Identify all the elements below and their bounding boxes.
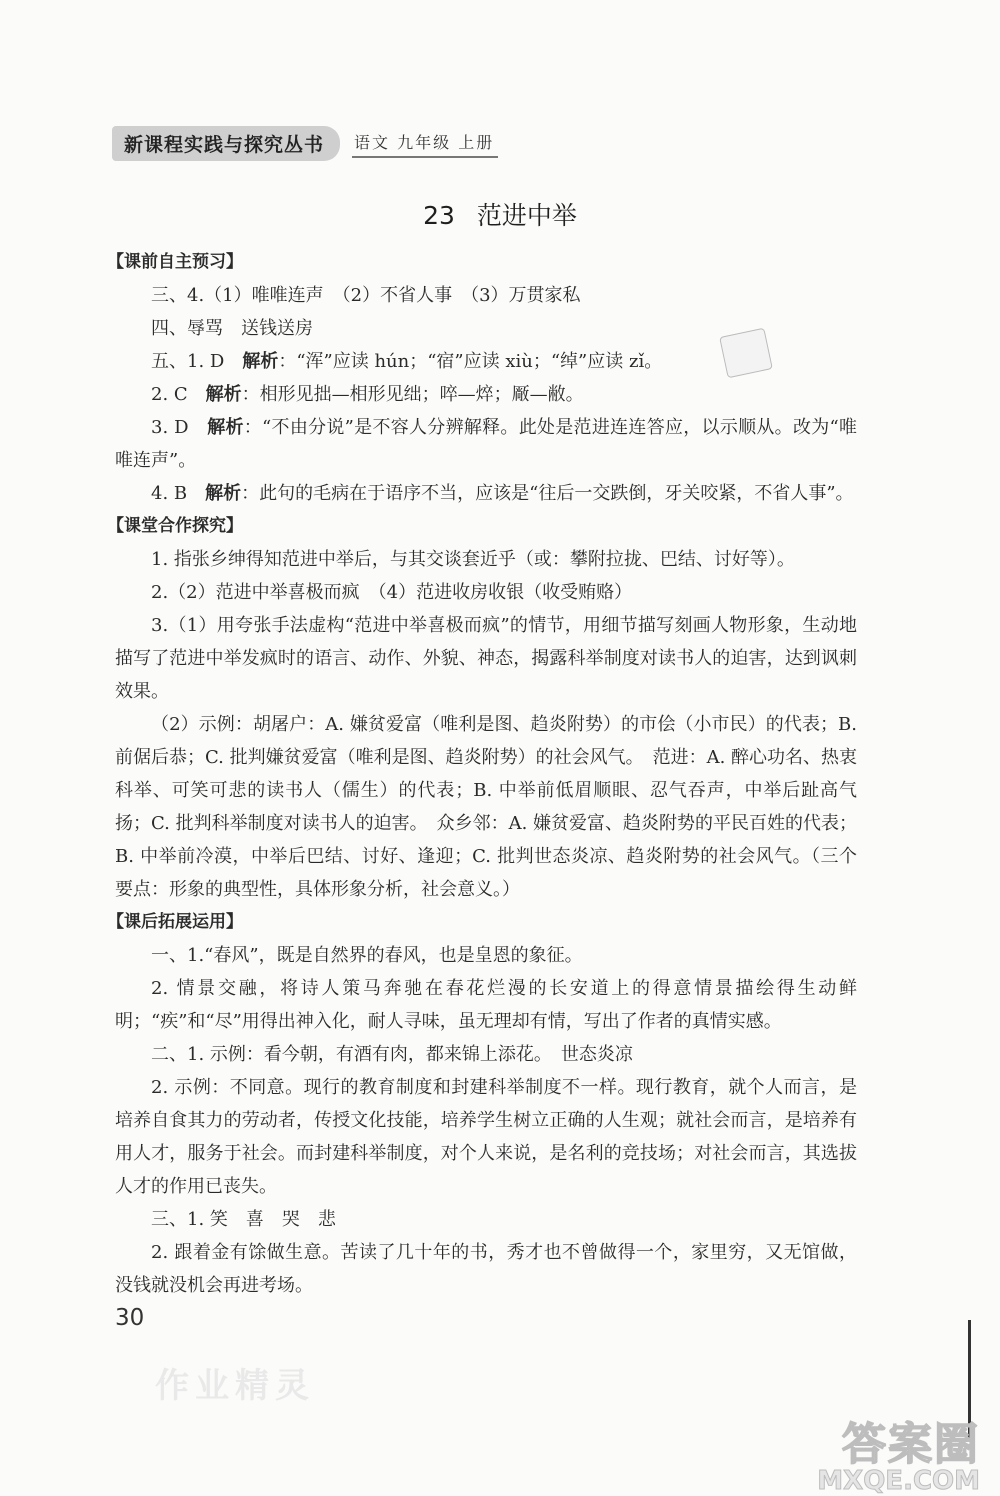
logo-main-text: 答案圈 xyxy=(842,1419,980,1470)
series-title: 新课程实践与探究丛书 xyxy=(112,126,340,161)
lesson-title xyxy=(0,196,1000,232)
item-number: 4. B xyxy=(151,483,206,504)
analysis-label: 解析 xyxy=(205,483,242,504)
lesson-number: 23 xyxy=(423,201,455,230)
analysis-label: 解析 xyxy=(207,417,244,438)
analysis-label: 解析 xyxy=(242,351,279,372)
answer-content xyxy=(107,246,858,1302)
item-text: ：相形见拙—相形见绌；啐—焠；厰—敝。 xyxy=(241,384,584,405)
logo-sub-text: MXQE.COM xyxy=(817,1466,980,1496)
section-heading-after: 【课后拓展运用】 xyxy=(107,912,243,932)
item-number: 五、1. D xyxy=(151,351,243,372)
lesson-name: 范进中举 xyxy=(476,201,577,230)
subject-label: 语文 九年级 上册 xyxy=(352,130,498,158)
item-number: 3. D xyxy=(151,417,208,438)
answer-item xyxy=(115,345,857,378)
answer-paragraph: 二、1. 示例：看今朝，有酒有肉，都来锦上添花。 世态炎凉 xyxy=(151,1044,633,1065)
answer-paragraph: 一、1.“春风”，既是自然界的春风，也是皇恩的象征。 xyxy=(151,945,583,966)
series-header xyxy=(112,126,498,161)
item-text: ：此句的毛病在于语序不当，应该是“往后一交跌倒，牙关咬紧，不省人事”。 xyxy=(241,483,854,504)
answer-paragraph: 2.（2）范进中举喜极而疯 （4）范进收房收银（收受贿赂） xyxy=(151,582,633,603)
answer-paragraph: 2. 跟着金有馀做生意。苦读了几十年的书，秀才也不曾做得一个，家里穷，又无馆做，没钱就没机会再进考场。 xyxy=(115,1242,857,1296)
page-number: 30 xyxy=(115,1305,145,1331)
section-heading-inclass: 【课堂合作探究】 xyxy=(107,516,243,536)
answer-paragraph: 三、1. 笑 喜 哭 悲 xyxy=(151,1209,336,1230)
answer-paragraph: （2）示例：胡屠户：A. 嫌贫爱富（唯利是图、趋炎附势）的市侩（小市民）的代表；B. 前倨后恭；C. 批判嫌贫爱富（唯利是图、趋炎附势）的社会风气。 范进：A. 醉心功名、热衷科举、可笑可悲的读书人（儒生）的代表；B. 中举前低眉顺眼、忍气吞声，中举后趾高气扬；C. 批判科举制度对读书人的迫害。 众乡邻：A. 嫌贫爱富、趋炎附势的平民百姓的代表；B. 中举前冷漠，中举后巴结、讨好、逢迎；C. 批判世态炎凉、趋炎附势的社会风气。（三个要点：形象的典型性，具体形象分析，社会意义。） xyxy=(115,714,858,900)
site-logo xyxy=(817,1408,980,1496)
answer-item xyxy=(115,411,857,477)
answer-paragraph: 2. 情景交融，将诗人策马奔驰在春花烂漫的长安道上的得意情景描绘得生动鲜明；“疾”和“尽”用得出神入化，耐人寻味，虽无理却有情，写出了作者的真情实感。 xyxy=(115,978,857,1032)
answer-paragraph: 1. 指张乡绅得知范进中举后，与其交谈套近乎（或：攀附拉拢、巴结、讨好等）。 xyxy=(151,549,795,570)
section-heading-preview: 【课前自主预习】 xyxy=(107,252,243,272)
answer-paragraph: 2. 示例：不同意。现行的教育制度和封建科举制度不一样。现行教育，就个人而言，是培养自食其力的劳动者，传授文化技能，培养学生树立正确的人生观；就社会而言，是培养有用人才，服务于社会。而封建科举制度，对个人来说，是名利的竞技场；对社会而言，其选拔人才的作用已丧失。 xyxy=(115,1077,857,1197)
item-number: 2. C xyxy=(151,384,206,405)
item-text: ：“不由分说”是不容人分辨解释。此处是范进连连答应，以示顺从。改为“唯唯连声”。 xyxy=(115,417,858,471)
item-text: ：“浑”应读 hún；“宿”应读 xiù；“绰”应读 zǐ。 xyxy=(278,351,663,372)
answer-item xyxy=(115,477,857,510)
answer-paragraph: 3.（1）用夸张手法虚构“范进中举喜极而疯”的情节，用细节描写刻画人物形象，生动地描写了范进中举发疯时的语言、动作、外貌、神态，揭露科举制度对读书人的迫害，达到讽刺效果。 xyxy=(115,615,857,702)
answer-item xyxy=(115,378,857,411)
answer-line: 四、辱骂 送钱送房 xyxy=(151,318,313,339)
watermark-text: 作业精灵 xyxy=(155,1366,315,1406)
answer-line: 三、4.（1）唯唯连声 （2）不省人事 （3）万贯家私 xyxy=(151,285,581,306)
analysis-label: 解析 xyxy=(205,384,242,405)
